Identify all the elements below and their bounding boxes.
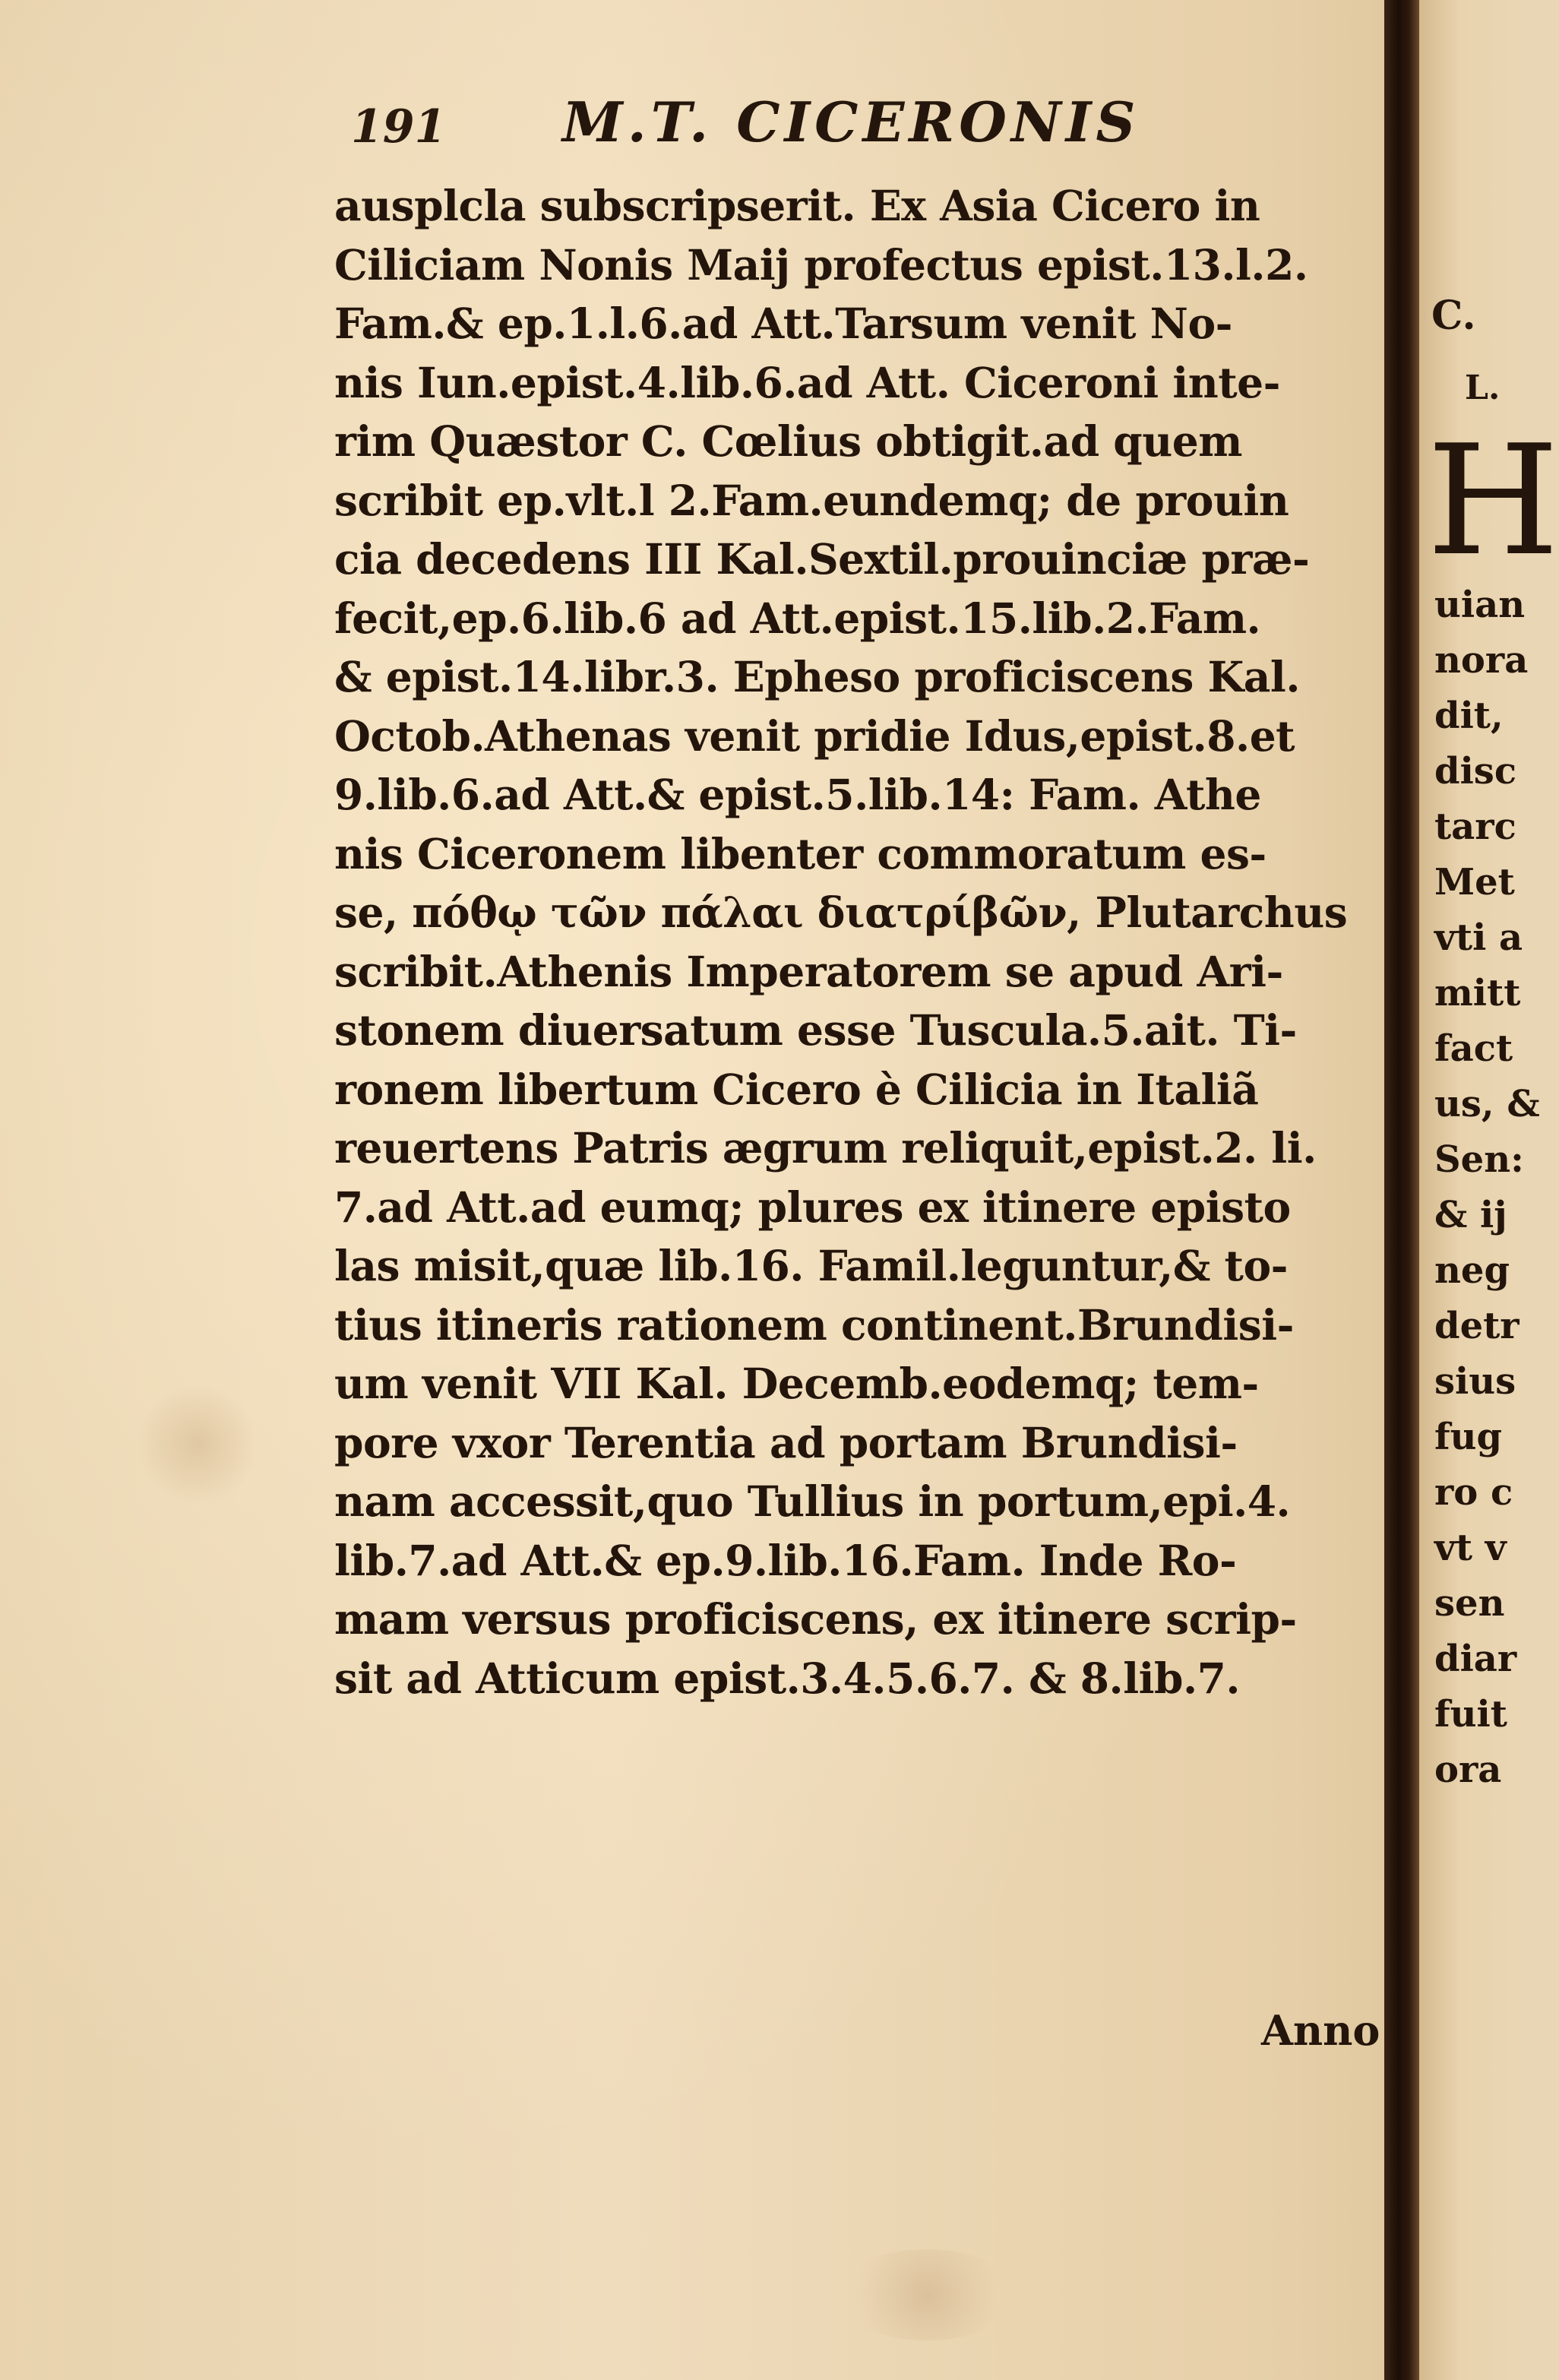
text-line: fact <box>1434 1027 1513 1070</box>
right-page-fragment <box>1419 0 1559 2380</box>
text-line: nis Ciceronem libenter commoratum es- <box>334 828 1266 878</box>
text-line: ausplcla subscripserit. Ex Asia Cicero in <box>334 181 1260 230</box>
text-line: fecit,ep.6.lib.6 ad Att.epist.15.lib.2.Fam. <box>334 593 1261 643</box>
text-line: nis Iun.epist.4.lib.6.ad Att. Ciceroni inte- <box>334 357 1280 407</box>
text-line: detr <box>1434 1305 1519 1347</box>
text-line: cia decedens III Kal.Sextil.prouinciæ præ- <box>334 534 1310 584</box>
text-line: stonem diuersatum esse Tuscula.5.ait. Ti- <box>334 1005 1297 1055</box>
text-line: pore vxor Terentia ad portam Brundisi- <box>334 1417 1238 1467</box>
text-line: scribit ep.vlt.l 2.Fam.eundemq; de prouin <box>334 475 1289 525</box>
text-line: Octob.Athenas venit pridie Idus,epist.8.et <box>334 711 1295 761</box>
text-line: uian <box>1434 584 1526 626</box>
right-page-text <box>1434 578 1540 1798</box>
text-line: Met <box>1434 861 1515 904</box>
text-line: tius itineris rationem continent.Brundisi- <box>334 1299 1294 1350</box>
drop-cap-initial: H <box>1427 413 1559 590</box>
text-line: Sen: <box>1434 1138 1524 1181</box>
text-line: ora <box>1434 1749 1502 1791</box>
text-line: nam accessit,quo Tullius in portum,epi.4. <box>334 1476 1291 1526</box>
text-line: ronem libertum Cicero è Cilicia in Italiã <box>334 1064 1259 1114</box>
text-line: lib.7.ad Att.& ep.9.lib.16.Fam. Inde Ro- <box>334 1535 1237 1585</box>
text-line: fuit <box>1434 1693 1507 1736</box>
text-line: nora <box>1434 639 1529 682</box>
text-line: mitt <box>1434 972 1521 1014</box>
right-page-header-letter: C. <box>1431 293 1476 339</box>
text-line: um venit VII Kal. Decemb.eodemq; tem- <box>334 1359 1259 1408</box>
text-line: & epist.14.libr.3. Epheso proficiscens Kal. <box>334 652 1300 701</box>
text-line: 7.ad Att.ad eumq; plures ex itinere episto <box>334 1182 1291 1232</box>
page-number: 191 <box>351 100 447 153</box>
text-line: mam versus proficiscens, ex itinere scrip- <box>334 1594 1297 1644</box>
text-line: diar <box>1434 1638 1517 1680</box>
text-line: dit, <box>1434 695 1504 737</box>
catchword: Anno <box>1261 2006 1380 2055</box>
text-line: Ciliciam Nonis Maij profectus epist.13.l.2. <box>334 239 1308 290</box>
text-line: disc <box>1434 750 1517 793</box>
text-line: sit ad Atticum epist.3.4.5.6.7. & 8.lib.7. <box>334 1653 1241 1703</box>
text-line: Fam.& ep.1.l.6.ad Att.Tarsum venit No- <box>334 299 1232 348</box>
text-line: & ij <box>1434 1194 1507 1236</box>
running-head: M.T. CICERONIS <box>562 90 1140 154</box>
text-line: fug <box>1434 1416 1503 1458</box>
text-line: rim Quæstor C. Cœlius obtigit.ad quem <box>334 416 1242 466</box>
text-line: sius <box>1434 1360 1516 1403</box>
text-line: 9.lib.6.ad Att.& epist.5.lib.14: Fam. Athe <box>334 770 1261 819</box>
text-line: reuertens Patris ægrum reliquit,epist.2. li. <box>334 1123 1317 1173</box>
text-line: tarc <box>1434 805 1516 848</box>
text-line: vt v <box>1434 1527 1507 1569</box>
text-line: las misit,quæ lib.16. Famil.leguntur,& to- <box>334 1241 1288 1290</box>
text-line: scribit.Athenis Imperatorem se apud Ari- <box>334 946 1283 996</box>
text-line: se, πόθῳ τῶν πάλαι διατρίβῶν, Plutarchus <box>334 888 1348 937</box>
text-line: ro c <box>1434 1471 1513 1514</box>
page-body-text <box>334 176 1375 1707</box>
text-line: vti a <box>1434 916 1523 959</box>
text-line: neg <box>1434 1249 1510 1292</box>
text-line: sen <box>1434 1582 1505 1625</box>
text-line: us, & <box>1434 1083 1540 1125</box>
right-page-sub-letter: L. <box>1465 369 1500 407</box>
book-gutter <box>1384 0 1419 2380</box>
